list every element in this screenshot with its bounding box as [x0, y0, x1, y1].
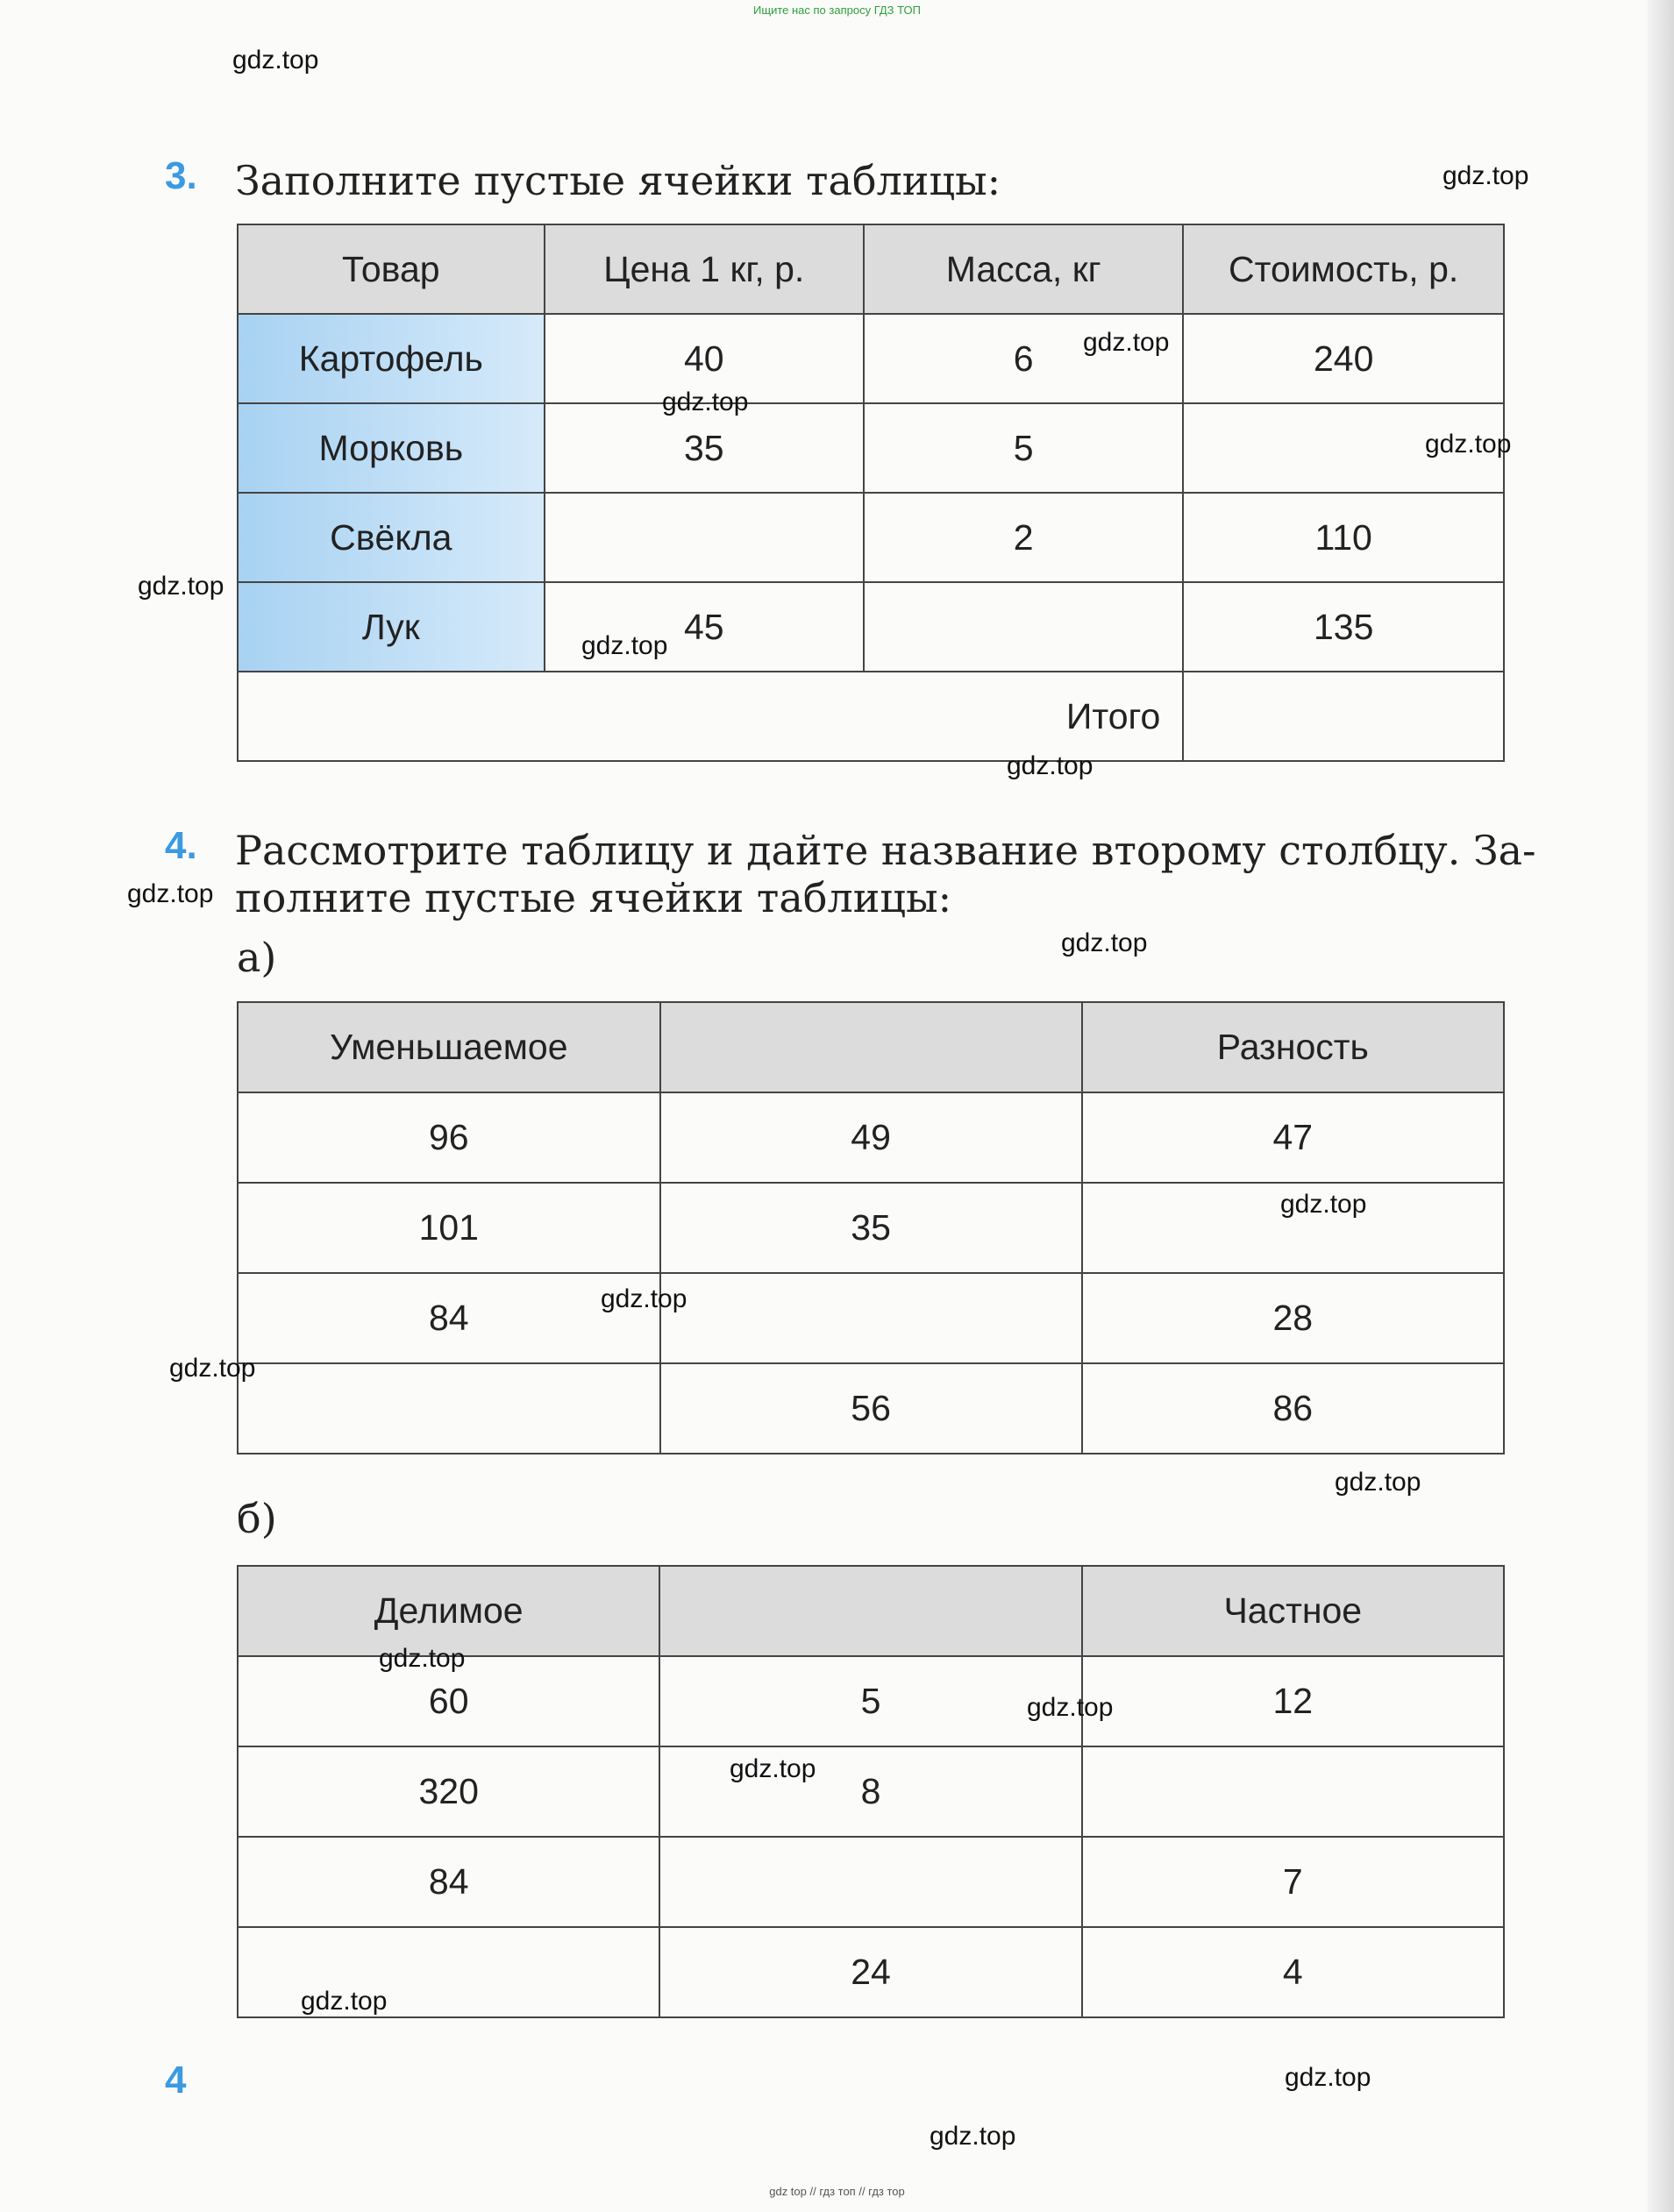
watermark: gdz.top	[1285, 2063, 1371, 2092]
header-cell: Частное	[1082, 1566, 1504, 1656]
table-cell: 240	[1183, 314, 1504, 403]
table-cell: 24	[659, 1927, 1081, 2017]
watermark: gdz.top	[601, 1284, 687, 1313]
table-cell: 5	[864, 403, 1183, 493]
table-cell	[864, 582, 1183, 672]
product-cell: Свёкла	[238, 493, 545, 582]
watermark: gdz.top	[930, 2122, 1016, 2151]
table-cell: 6	[864, 314, 1183, 403]
table-row	[238, 1837, 1504, 1927]
watermark: gdz.top	[1061, 928, 1148, 957]
product-cell: Морковь	[238, 403, 545, 493]
table-cell: 5	[659, 1656, 1081, 1746]
subtask-b-label: б)	[237, 1495, 277, 1542]
watermark: gdz.top	[1083, 328, 1170, 357]
table-row	[238, 493, 1504, 582]
table-cell: 45	[545, 582, 864, 672]
table-cell: 12	[1082, 1656, 1504, 1746]
watermark: gdz.top	[138, 572, 224, 601]
table-header-row	[238, 1566, 1504, 1656]
task-3-text: Заполните пустые ячейки таблицы:	[235, 157, 1001, 204]
table-row	[238, 1092, 1504, 1183]
header-cell: Стоимость, р.	[1183, 224, 1504, 314]
watermark: gdz.top	[1335, 1468, 1421, 1497]
task-4-number: 4.	[165, 824, 197, 867]
table-cell: 35	[660, 1183, 1082, 1273]
header-cell: Делимое	[238, 1566, 659, 1656]
watermark: gdz.top	[1442, 161, 1529, 190]
table-cell: 4	[1082, 1927, 1504, 2017]
table-cell: 35	[545, 403, 864, 493]
total-label: Итого	[238, 672, 1183, 761]
table-cell: 56	[660, 1363, 1082, 1454]
table-cell: 84	[238, 1837, 659, 1927]
table-row	[238, 314, 1504, 403]
watermark: gdz.top	[232, 46, 319, 75]
table-cell: 320	[238, 1746, 659, 1837]
total-value	[1183, 672, 1504, 761]
watermark: gdz.top	[1425, 430, 1512, 459]
table-cell: 60	[238, 1656, 659, 1746]
task-3-table	[237, 224, 1505, 762]
page-number: 4	[165, 2059, 187, 2102]
table-cell: 2	[864, 493, 1183, 582]
table-row	[238, 1746, 1504, 1837]
table-cell: 96	[238, 1092, 660, 1183]
table-cell	[660, 1273, 1082, 1363]
table-cell	[659, 1837, 1081, 1927]
product-cell: Лук	[238, 582, 545, 672]
watermark: gdz.top	[1007, 751, 1093, 780]
task-4a-table	[237, 1001, 1505, 1455]
watermark: gdz.top	[169, 1354, 256, 1383]
table-cell: 101	[238, 1183, 660, 1273]
table-row	[238, 1273, 1504, 1363]
header-cell	[659, 1566, 1081, 1656]
watermark: gdz.top	[127, 879, 214, 908]
table-cell: 7	[1082, 1837, 1504, 1927]
watermark: gdz.top	[662, 388, 749, 416]
table-row	[238, 582, 1504, 672]
table-row	[238, 1927, 1504, 2017]
top-note: Ищите нас по запросу ГДЗ ТОП	[753, 4, 921, 17]
watermark: gdz.top	[1027, 1693, 1114, 1722]
header-cell	[660, 1002, 1082, 1092]
table-cell	[1082, 1746, 1504, 1837]
task-4-text-line1: Рассмотрите таблицу и дайте название второму столбцу. За-	[235, 827, 1536, 874]
watermark: gdz.top	[1280, 1190, 1367, 1219]
table-row	[238, 403, 1504, 493]
table-cell	[545, 493, 864, 582]
task-4b-table	[237, 1565, 1505, 2018]
product-cell: Картофель	[238, 314, 545, 403]
table-total-row	[238, 672, 1504, 761]
header-cell: Разность	[1082, 1002, 1504, 1092]
watermark: gdz.top	[379, 1644, 466, 1673]
task-4-text-line2: полните пустые ячейки таблицы:	[235, 874, 952, 921]
table-cell: 110	[1183, 493, 1504, 582]
table-cell: 86	[1082, 1363, 1504, 1454]
watermark: gdz.top	[730, 1754, 816, 1783]
table-cell: 8	[659, 1746, 1081, 1837]
table-cell: 28	[1082, 1273, 1504, 1363]
subtask-a-label: а)	[237, 934, 277, 981]
page-edge	[1648, 0, 1674, 2212]
table-cell: 49	[660, 1092, 1082, 1183]
table-cell: 135	[1183, 582, 1504, 672]
table-cell: 40	[545, 314, 864, 403]
header-cell: Товар	[238, 224, 545, 314]
header-cell: Цена 1 кг, р.	[545, 224, 864, 314]
header-cell: Уменьшаемое	[238, 1002, 660, 1092]
table-row	[238, 1363, 1504, 1454]
table-cell: 84	[238, 1273, 660, 1363]
task-3-number: 3.	[165, 154, 197, 197]
table-cell	[238, 1363, 660, 1454]
header-cell: Масса, кг	[864, 224, 1183, 314]
watermark: gdz.top	[301, 1987, 388, 2016]
table-header-row	[238, 224, 1504, 314]
table-header-row	[238, 1002, 1504, 1092]
watermark: gdz.top	[581, 631, 668, 660]
table-cell: 47	[1082, 1092, 1504, 1183]
bottom-note: gdz top // гдз топ // гдз тор	[769, 2185, 905, 2198]
